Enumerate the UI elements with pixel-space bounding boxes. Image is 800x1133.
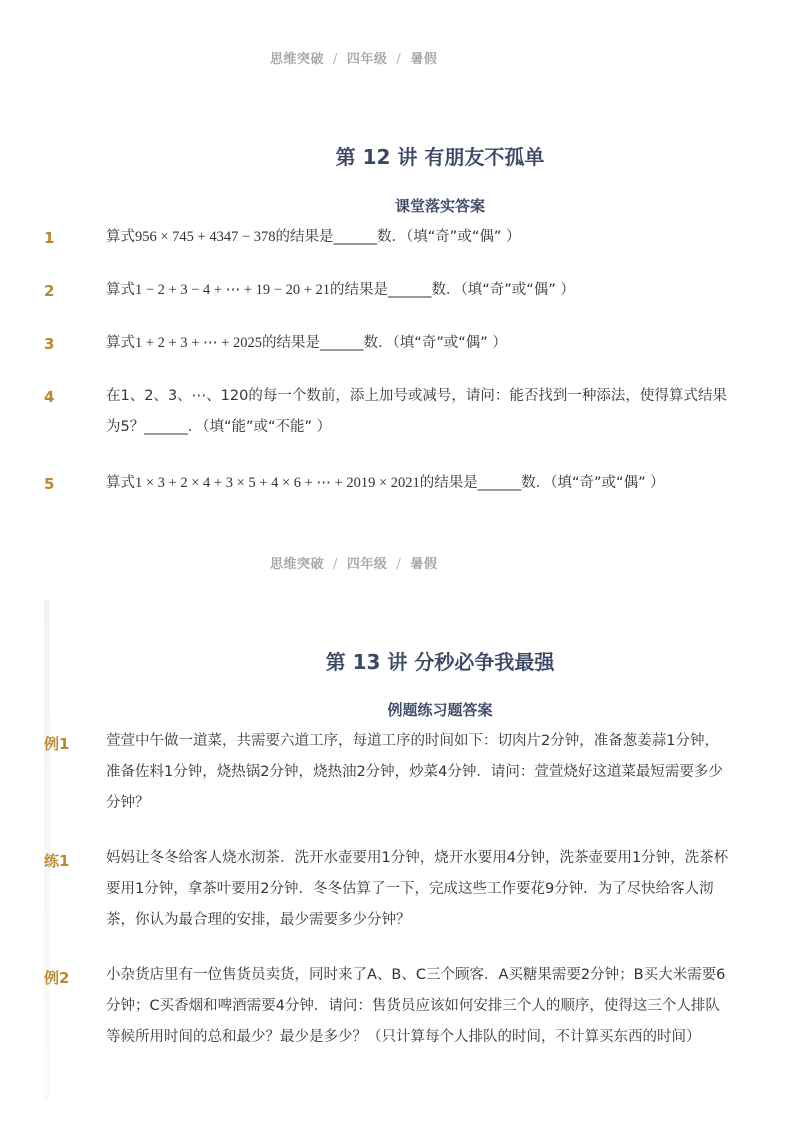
question-suffix: 的结果是______数．（填“奇”或“偶” ） — [261, 335, 507, 351]
question-suffix: 的结果是______数．（填“奇”或“偶” ） — [330, 282, 575, 298]
question-text — [106, 381, 727, 443]
lecture-13-section-title: 例题练习题答案 — [387, 701, 493, 719]
header-separator: / — [396, 52, 402, 67]
question-text — [106, 726, 723, 819]
question-text — [106, 843, 729, 936]
question-formula: 956 × 745 + 4347 − 378 — [135, 229, 276, 245]
header-separator: / — [333, 52, 338, 67]
question-text — [106, 468, 786, 499]
question-line: 分钟？ — [106, 795, 150, 811]
question-prefix: 算式 — [106, 475, 135, 491]
lecture-12-section-title: 课堂落实答案 — [394, 197, 485, 215]
question-prefix: 算式 — [106, 282, 135, 298]
question-number: 2 — [44, 282, 55, 300]
header-grade: 四年级 — [346, 52, 388, 67]
question-text — [106, 960, 726, 1053]
question-formula: 1 − 2 + 3 − 4 + ⋯ + 19 − 20 + 21 — [135, 282, 330, 298]
page-header — [270, 48, 570, 67]
question-suffix: 的结果是______数．（填“奇”或“偶” ） — [275, 229, 521, 245]
question-number: 3 — [44, 335, 55, 353]
question-number: 5 — [44, 475, 55, 493]
lecture-13-title: 第 13 讲 分秒必争我最强 — [325, 650, 555, 674]
question-line: 准备佐料1分钟，烧热锅2分钟，烧热油2分钟，炒菜4分钟．请问：萱萱烧好这道菜最短需要多少 — [106, 764, 723, 780]
question-line: 萱萱中午做一道菜，共需要六道工序，每道工序的时间如下：切肉片2分钟，准备葱姜蒜1分钟， — [106, 733, 719, 749]
header-grade: 四年级 — [346, 557, 388, 572]
header-separator: / — [396, 557, 402, 572]
question-line: 要用1分钟，拿茶叶要用2分钟．冬冬估算了一下，完成这些工作要花9分钟．为了尽快给客人沏 — [106, 881, 714, 897]
question-line: 分钟；C买香烟和啤酒需要4分钟．请问：售货员应该如何安排三个人的顺序，使得这三个人排队 — [106, 998, 720, 1014]
page-header — [270, 553, 570, 572]
header-term: 暑假 — [410, 52, 438, 67]
lecture-12-title: 第 12 讲 有朋友不孤单 — [335, 145, 545, 169]
question-line: 妈妈让冬冬给客人烧水沏茶．洗开水壶要用1分钟，烧开水要用4分钟，洗茶壶要用1分钟，洗茶杯 — [106, 850, 729, 866]
question-text — [106, 222, 718, 253]
question-number: 4 — [44, 388, 55, 406]
header-separator: / — [333, 557, 338, 572]
header-course: 思维突破 — [270, 557, 325, 572]
question-number: 1 — [44, 229, 55, 247]
question-formula: 1 + 2 + 3 + ⋯ + 2025 — [135, 335, 262, 351]
question-prefix: 算式 — [106, 229, 135, 245]
question-text — [106, 328, 718, 359]
question-number: 练1 — [44, 852, 70, 870]
question-line: 在1、2、3、⋯、120的每一个数前，添上加号或减号，请问：能否找到一种添法，使得算式结果 — [106, 388, 727, 404]
question-text — [106, 275, 718, 306]
question-prefix: 算式 — [106, 335, 135, 351]
question-line: 小杂货店里有一位售货员卖货，同时来了A、B、C三个顾客．A买糖果需要2分钟；B买大米需要6 — [106, 967, 726, 983]
question-line: 为5？______．（填“能”或“不能” ） — [106, 419, 332, 435]
question-line: 茶，你认为最合理的安排，最少需要多少分钟？ — [106, 912, 411, 928]
question-formula: 1 × 3 + 2 × 4 + 3 × 5 + 4 × 6 + ⋯ + 2019 × 2021 — [135, 475, 420, 491]
question-suffix: 的结果是______数．（填“奇”或“偶” ） — [419, 475, 665, 491]
question-line: 等候所用时间的总和最少？最少是多少？（只计算每个人排队的时间，不计算买东西的时间） — [106, 1029, 701, 1045]
question-number: 例1 — [44, 735, 70, 753]
header-course: 思维突破 — [270, 52, 325, 67]
header-term: 暑假 — [410, 557, 438, 572]
question-number: 例2 — [44, 969, 70, 987]
